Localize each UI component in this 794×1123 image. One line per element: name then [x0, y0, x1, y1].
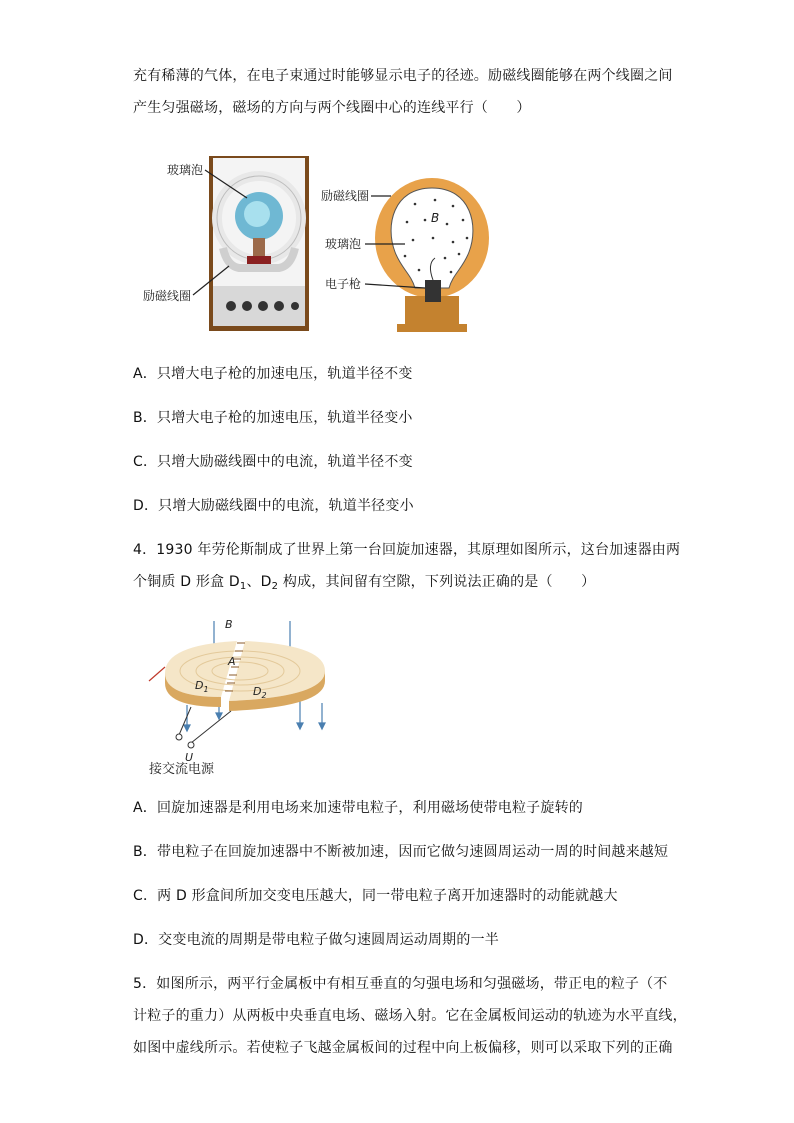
q3-option-b: B．只增大电子枪的加速电压，轨道半径变小	[133, 410, 413, 426]
label-U: U	[185, 751, 194, 764]
q3-figure	[135, 148, 495, 338]
caption-ac-source: 接交流电源	[149, 762, 215, 777]
q3-option-d: D．只增大励磁线圈中的电流，轨道半径变小	[133, 498, 414, 514]
cyclotron-illustration	[145, 615, 345, 780]
label-coil-right: 励磁线圈	[321, 189, 370, 203]
q4-option-b: B．带电粒子在回旋加速器中不断被加速，因而它做匀速圆周运动一周的时间越来越短	[133, 844, 669, 860]
label-gun: 电子枪	[325, 277, 362, 291]
label-A: A	[228, 655, 236, 668]
label-coil-left: 励磁线圈	[143, 289, 192, 303]
q3-apparatus-illustration	[135, 148, 495, 338]
q4-figure	[145, 615, 345, 780]
q5-text-line2: 计粒子的重力）从两板中央垂直电场、磁场入射。它在金属板间运动的轨迹为水平直线，	[133, 1008, 687, 1024]
q5-text-line3: 如图中虚线所示。若使粒子飞越金属板间的过程中向上板偏移，则可以采取下列的正确	[133, 1040, 673, 1056]
q5-text-line1: 5．如图所示，两平行金属板中有相互垂直的匀强电场和匀强磁场，带正电的粒子（不	[133, 976, 668, 992]
q3-option-c: C．只增大励磁线圈中的电流，轨道半径不变	[133, 454, 413, 470]
q4-option-a: A．回旋加速器是利用电场来加速带电粒子，利用磁场使带电粒子旋转的	[133, 800, 583, 816]
label-bulb-left: 玻璃泡	[167, 163, 204, 177]
label-B: B	[225, 618, 233, 631]
q4-text-line1: 4．1930 年劳伦斯制成了世界上第一台回旋加速器，其原理如图所示，这台加速器由两	[133, 542, 681, 558]
label-D1: $D_1$	[195, 679, 209, 694]
q3-text-line2: 产生匀强磁场，磁场的方向与两个线圈中心的连线平行（ ）	[133, 100, 531, 116]
q4-option-d: D．交变电流的周期是带电粒子做匀速圆周运动周期的一半	[133, 932, 499, 948]
q4-text-line2: 个铜质 D 形盒 $D_1$、$D_2$ 构成，其间留有空隙，下列说法正确的是（ ）	[133, 574, 596, 592]
q3-option-a: A．只增大电子枪的加速电压，轨道半径不变	[133, 366, 413, 382]
label-D2: $D_2$	[253, 685, 267, 700]
q4-option-c: C．两 D 形盒间所加交变电压越大，同一带电粒子离开加速器时的动能就越大	[133, 888, 618, 904]
q3-text-line1: 充有稀薄的气体，在电子束通过时能够显示电子的径迹。励磁线圈能够在两个线圈之间	[133, 68, 673, 84]
label-B-field: B	[431, 211, 440, 225]
label-bulb-right: 玻璃泡	[325, 237, 362, 251]
